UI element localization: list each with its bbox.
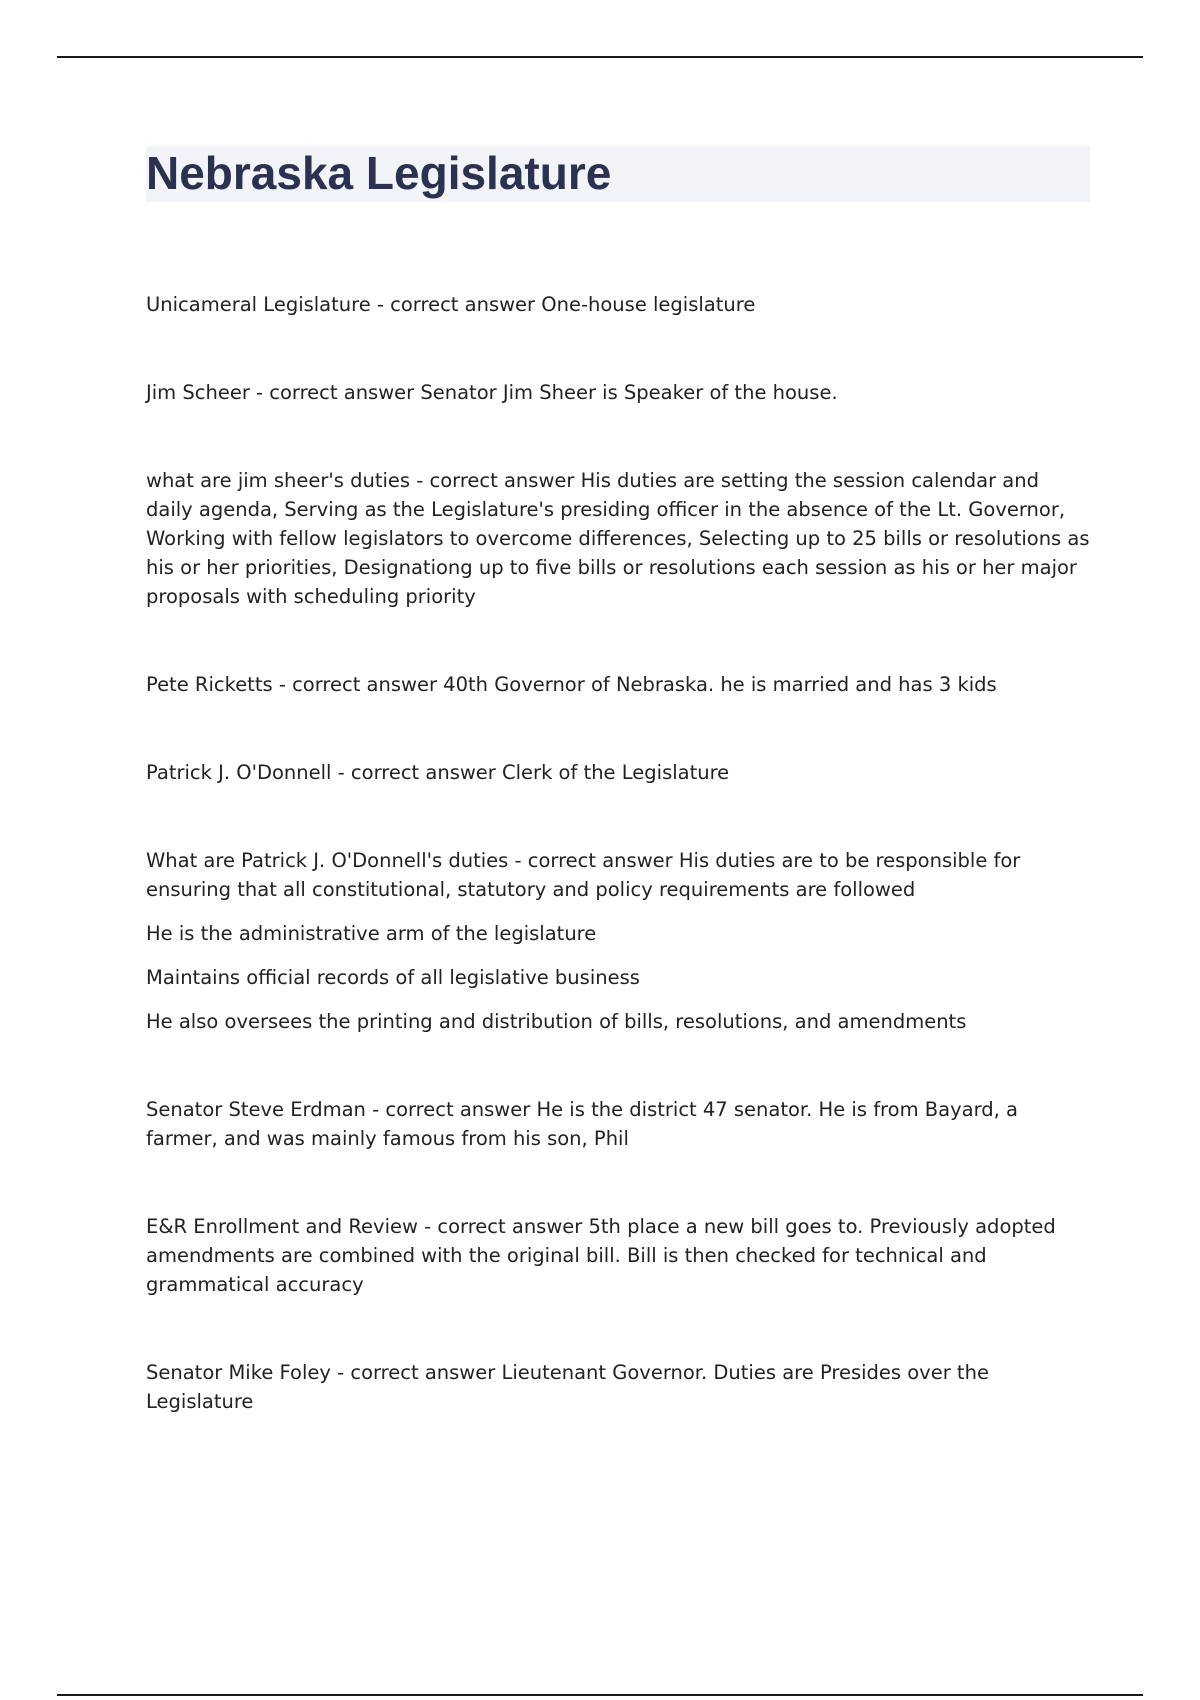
qa-subline: Maintains official records of all legislative business [146,966,640,989]
qa-text: Senator Steve Erdman - correct answer He is the district 47 senator. He is from Bayard, a farmer, and was mainly famous from his son, Phil [146,1098,1018,1150]
qa-list [146,290,1090,1475]
top-rule [57,56,1143,58]
qa-text: Patrick J. O'Donnell - correct answer Clerk of the Legislature [146,761,730,784]
qa-entry [146,1358,1090,1416]
qa-text: Senator Mike Foley - correct answer Lieutenant Governor. Duties are Presides over the Legislature [146,1361,989,1413]
qa-text: Jim Scheer - correct answer Senator Jim Sheer is Speaker of the house. [146,381,838,404]
qa-entry [146,1212,1090,1299]
qa-text: what are jim sheer's duties - correct answer His duties are setting the session calendar and daily agenda, Serving as the Legislature's presiding officer in the absence of the Lt. Governor, Working with fellow legislators to overcome differences, Selecting up to 25 bills or resolutions as his or her priorities, Designationg up to five bills or resolutions each session as his or her major proposals with scheduling priority [146,469,1090,608]
qa-text: What are Patrick J. O'Donnell's duties - correct answer His duties are to be responsible for ensuring that all constitutional, statutory and policy requirements are followed [146,849,1021,901]
qa-text: Unicameral Legislature - correct answer One-house legislature [146,293,756,316]
qa-entry [146,670,1090,699]
qa-entry [146,378,1090,407]
qa-text: E&R Enrollment and Review - correct answer 5th place a new bill goes to. Previously adopted amendments are combined with the original bill. Bill is then checked for technical and grammatical accuracy [146,1215,1056,1296]
qa-entry [146,1095,1090,1153]
qa-entry [146,846,1090,1036]
page-title: Nebraska Legislature [146,147,612,199]
qa-subline: He is the administrative arm of the legislature [146,922,597,945]
qa-entry [146,290,1090,319]
qa-entry [146,758,1090,787]
qa-subline: He also oversees the printing and distribution of bills, resolutions, and amendments [146,1010,967,1033]
bottom-rule [57,1694,1143,1696]
qa-text: Pete Ricketts - correct answer 40th Governor of Nebraska. he is married and has 3 kids [146,673,997,696]
qa-entry [146,466,1090,611]
